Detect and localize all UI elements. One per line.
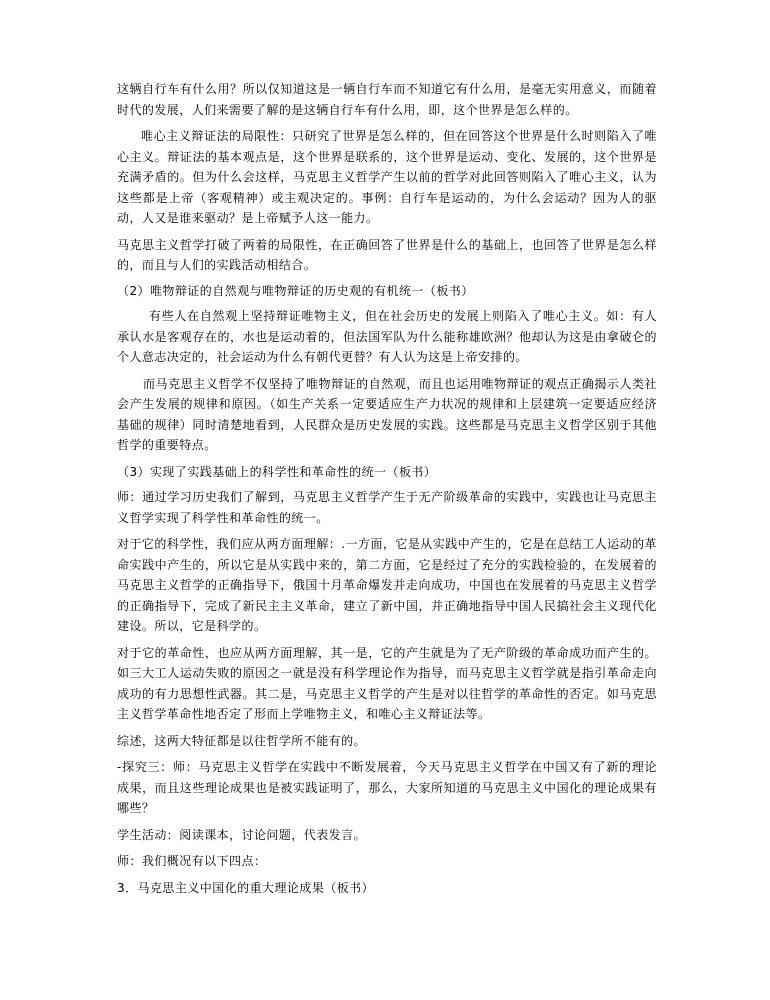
paragraph-teacher-history: 师：通过学习历史我们了解到，马克思主义哲学产生于无产阶级革命的实践中，实践也让马克思主义哲学实现了科学性和革命性的统一。: [117, 490, 657, 525]
paragraph-bicycle-usefulness: 这辆自行车有什么用？所以仅知道这是一辆自行车而不知道它有什么用，是毫无实用意义，而随着时代的发展，人们来需要了解的是这辆自行车有什么用，即，这个世界是怎么样的。: [117, 82, 657, 117]
paragraph-materialist-dialectics: 而马克思主义哲学不仅坚持了唯物辩证的自然观，而且也运用唯物辩证的观点正确揭示人类社会产生发展的规律和原因。（如生产关系一定要适应生产力状况的规律和上层建筑一定要适应经济基础的规律）同时清楚地看到，人民群众是历史发展的实践。这些都是马克思主义哲学区别于其他哲学的重要特点。: [117, 376, 657, 452]
paragraph-scientific-nature: 对于它的科学性，我们应从两方面理解：.一方面，它是从实践中产生的，它是在总结工人运动的革命实践中产生的，所以它是从实践中来的，第二方面，它是经过了充分的实践检验的，在发展着的马克思主义哲学的正确指导下，俄国十月革命爆发并走向成功，中国也在发展着的马克思主义哲学的正确指导下，完成了新民主主义革命，建立了新中国，并正确地指导中国人民搞社会主义现代化建设。所以，它是科学的。: [117, 537, 657, 633]
section-heading-3: （3）实现了实践基础上的科学性和革命性的统一（板书）: [117, 464, 437, 479]
paragraph-explore-three: -探究三：师：马克思主义哲学在实践中不断发展着，今天马克思主义哲学在中国又有了新的理论成果，而且这些理论成果也是被实践证明了，那么，大家所知道的马克思主义中国化的理论成果有哪些？: [117, 760, 657, 815]
paragraph-revolutionary-nature: 对于它的革命性，也应从两方面理解，其一是，它的产生就是为了无产阶级的革命成功而产生的。如三大工人运动失败的原因之一就是没有科学理论作为指导，而马克思主义哲学就是指引革命走向成功的有力思想性武器。其二是，马克思主义哲学的产生是对以往哲学的革命性的否定。如马克思主义哲学革命性地否定了形而上学唯物主义，和唯心主义辩证法等。: [117, 645, 657, 721]
section-heading-major-achievements: 3．马克思主义中国化的重大理论成果（板书）: [117, 880, 375, 895]
section-heading-2: （2）唯物辩证的自然观与唯物辩证的历史观的有机统一（板书）: [117, 283, 474, 298]
document-body: [117, 79, 657, 904]
paragraph-nature-history-view: 有些人在自然观上坚持辩证唯物主义，但在社会历史的发展上则陷入了唯心主义。如：有人承认水是客观存在的，水也是运动着的，但法国军队为什么能称雄欧洲？他却认为这是由拿破仑的个人意志决定的，社会运动为什么有朝代更替？有人认为这是上帝安排的。: [117, 309, 657, 364]
paragraph-marxism-breakthrough: 马克思主义哲学打破了两着的局限性，在正确回答了世界是什么的基础上，也回答了世界是怎么样的，而且与人们的实践活动相结合。: [117, 237, 657, 272]
paragraph-student-activity: 学生活动：阅读课本，讨论问题，代表发言。: [117, 827, 367, 842]
paragraph-summary: 综述，这两大特征都是以往哲学所不能有的。: [117, 733, 367, 748]
paragraph-four-points: 师：我们概况有以下四点：: [117, 854, 267, 868]
paragraph-idealist-dialectics: 唯心主义辩证法的局限性：只研究了世界是怎么样的，但在回答这个世界是什么时则陷入了唯心主义。辩证法的基本观点是，这个世界是联系的，这个世界是运动、变化、发展的，这个世界是充满矛盾的。但为什么会这样，马克思主义哲学产生以前的哲学对此回答则陷入了唯心主义，认为这些都是上帝（客观精神）或主观决定的。事例：自行车是运动的，为什么会运动？因为人的驱动，人又是谁来驱动？是上帝赋予人这一能力。: [117, 129, 657, 225]
